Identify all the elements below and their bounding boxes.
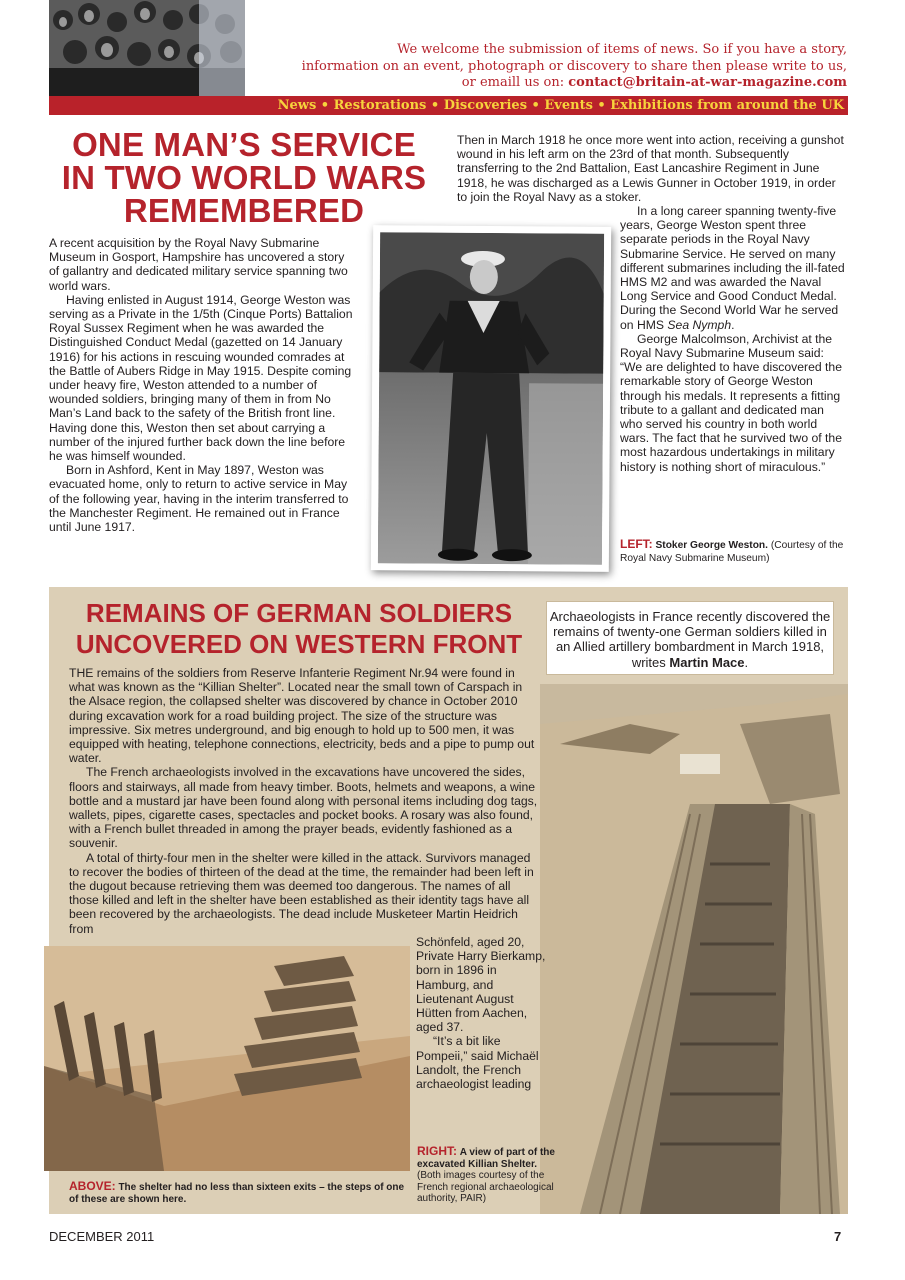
photo-caption-above [69, 1180, 414, 1206]
story1-headline [49, 128, 439, 227]
story1-headline-line-3: REMEMBERED [123, 192, 365, 229]
story1-right-column-top [457, 133, 849, 204]
caption-right-credit: (Both images courtesy of the French regional archaeological authority, PAIR) [417, 1170, 554, 1204]
standfirst-text: Archaeologists in France recently discovered the remains of twenty-one German soldiers killed in an Allied artillery bombardment in March 1918, writes [549, 609, 831, 670]
submission-notice [262, 42, 847, 92]
story2-paragraph-2: The French archaeologists involved in the excavations have uncovered the sides, floors and stairways, all made from heavy timber. Boots, helmets and weapons, a wine bottle and a mustard jar have been found along with personal items including dog tags, wallets, pipes, cigarette cases, spectacles and pocket books. A rosary was also found, with a French bullet threaded in among the prayer beads, evidently fashioned as a souvenir. [69, 765, 538, 851]
welcome-line-2: information on an event, photograph or discovery to share then please write to us, [301, 58, 847, 74]
story2-main-text [69, 666, 539, 936]
story1-left-column [49, 236, 353, 534]
story1-paragraph-6: George Malcolmson, Archivist at the Royal Navy Submarine Museum said: “We are delighted to have discovered the remarkable story of George Weston through his medals. It represents a fitting tribute to a gallant and dedicated man who served his country in both world wars. The fact that he survived two of the most hazardous undertakings in military history is nothing short of miraculous.” [620, 331, 842, 474]
section-banner: News • Restorations • Discoveries • Events • Exhibitions from around the UK [49, 96, 848, 115]
caption-left-label: LEFT: [620, 537, 653, 551]
caption-right-label: RIGHT: [417, 1144, 457, 1158]
story1-paragraph-5-main: In a long career spanning twenty-five years, George Weston spent three separate periods in the Royal Navy Submarine Service. He served on many different submarines including the ill-fated HMS M2 and was awarded the Naval Long Service and Good Conduct Medal. During the Second World War he served on HMS [620, 204, 845, 332]
story2-headline-line-1: REMAINS OF GERMAN SOLDIERS [85, 598, 513, 628]
welcome-line-3 [262, 75, 847, 92]
trench-image [540, 684, 848, 1214]
story2-standfirst [546, 601, 834, 675]
story2-paragraph-1: THE remains of the soldiers from Reserve Infanterie Regiment Nr.94 were found in what was known as the “Killian Shelter”. Located near the small town of Carspach in the Alsace region, the collapsed shelter was discovered by chance in October 2010 during excavation work for a road building project. The size of the structure was impressive. Six metres underground, and big enough to hold up to 500 men, it was equipped with heating, telephone connections, electricity, beds and a pipe to pump out water. [69, 666, 535, 766]
welcome-line-3-prefix: or emaill us on: [461, 75, 569, 90]
issue-date: DECEMBER 2011 [49, 1229, 155, 1244]
story2-paragraph-3: A total of thirty-four men in the shelter were killed in the attack. Survivors managed to recover the bodies of thirteen of the dead at the time, the remainder had been left in the dugout because retrieving them was deemed too dangerous. The names of all those killed and left in the shelter have been established as their identity tags have all been recovered by the archaeologists. The dead include Musketeer Martin Heidrich from [69, 850, 534, 936]
story2-paragraph-4: “It’s a bit like Pompeii,” said Michaël Landolt, the French archaeologist leading [416, 1034, 539, 1092]
story1-paragraph-4: Then in March 1918 he once more went into action, receiving a gunshot wound in his left arm on the 23rd of that month. Subsequently transferring to the 2nd Battalion, East Lancashire Regiment in June 1918, he was discharged as a Lewis Gunner in October 1919, in order to join the Royal Navy as a stoker. [457, 133, 844, 204]
story1-paragraph-5-end: . [731, 317, 735, 332]
killian-shelter-photo [540, 684, 848, 1214]
caption-above-text: The shelter had no less than sixteen exits – the steps of one of these are shown here. [69, 1182, 405, 1205]
story2-headline-line-2: UNCOVERED ON WESTERN FRONT [75, 629, 523, 659]
standfirst-author: Martin Mace [669, 654, 745, 670]
shelter-exit-steps-photo [44, 946, 410, 1171]
story2-paragraph-3-continued: Schönfeld, aged 20, Private Harry Bierkamp, born in 1896 in Hamburg, and Lieutenant August Hütten from Aachen, aged 37. [416, 935, 546, 1035]
story2-continued-column [416, 935, 548, 1091]
crowd-image [49, 0, 245, 96]
contact-email-link[interactable]: contact@britain-at-war-magazine.com [568, 75, 847, 90]
header-crowd-photo [49, 0, 245, 96]
caption-left-title: Stoker George Weston. [655, 540, 768, 551]
story1-headline-line-2: IN TWO WORLD WARS [61, 159, 427, 196]
steps-image [44, 946, 410, 1171]
weston-photo-frame [371, 225, 611, 572]
photo-caption-right [417, 1146, 562, 1205]
story1-paragraph-2: Having enlisted in August 1914, George Weston was serving as a Private in the 1/5th (Cinque Ports) Battalion Royal Sussex Regiment when he was awarded the Distinguished Conduct Medal (gazetted on 14 January 1916) for his actions in rescuing wounded comrades at the Battle of Aubers Ridge in May 1915. Despite coming under heavy fire, Weston attended to a number of wounded soldiers, bringing many of them in from No Man’s Land back to the safety of the British front line. Having done this, Weston then set about carrying a number of the injured further back down the line before he was himself wounded. [49, 292, 353, 464]
story1-right-column-wrap [620, 204, 848, 474]
story2-headline [59, 598, 539, 660]
story1-paragraph-1: A recent acquisition by the Royal Navy Submarine Museum in Gosport, Hampshire has uncovered a story of gallantry and dedicated military service spanning two world wars. [49, 236, 348, 293]
caption-left-credit: (Courtesy of the Royal Navy Submarine Museum) [620, 540, 844, 564]
standfirst-end: . [744, 654, 749, 670]
page-number: 7 [834, 1229, 842, 1244]
story1-paragraph-3: Born in Ashford, Kent in May 1897, Weston was evacuated home, only to return to active service in May of the following year, having in the interim transferred to the Manchester Regiment. He remained out in France until June 1917. [49, 463, 349, 535]
story1-paragraph-5 [620, 204, 848, 332]
stoker-weston-photo [378, 232, 604, 565]
caption-right-title: A view of part of the excavated Killian Shelter. [417, 1147, 555, 1170]
welcome-line-1: We welcome the submission of items of news. So if you have a story, [397, 42, 847, 57]
ship-name: Sea Nymph [667, 317, 732, 332]
caption-above-label: ABOVE: [69, 1179, 116, 1193]
photo-caption-left [620, 538, 850, 565]
story1-headline-line-1: ONE MAN’S SERVICE [72, 126, 416, 163]
